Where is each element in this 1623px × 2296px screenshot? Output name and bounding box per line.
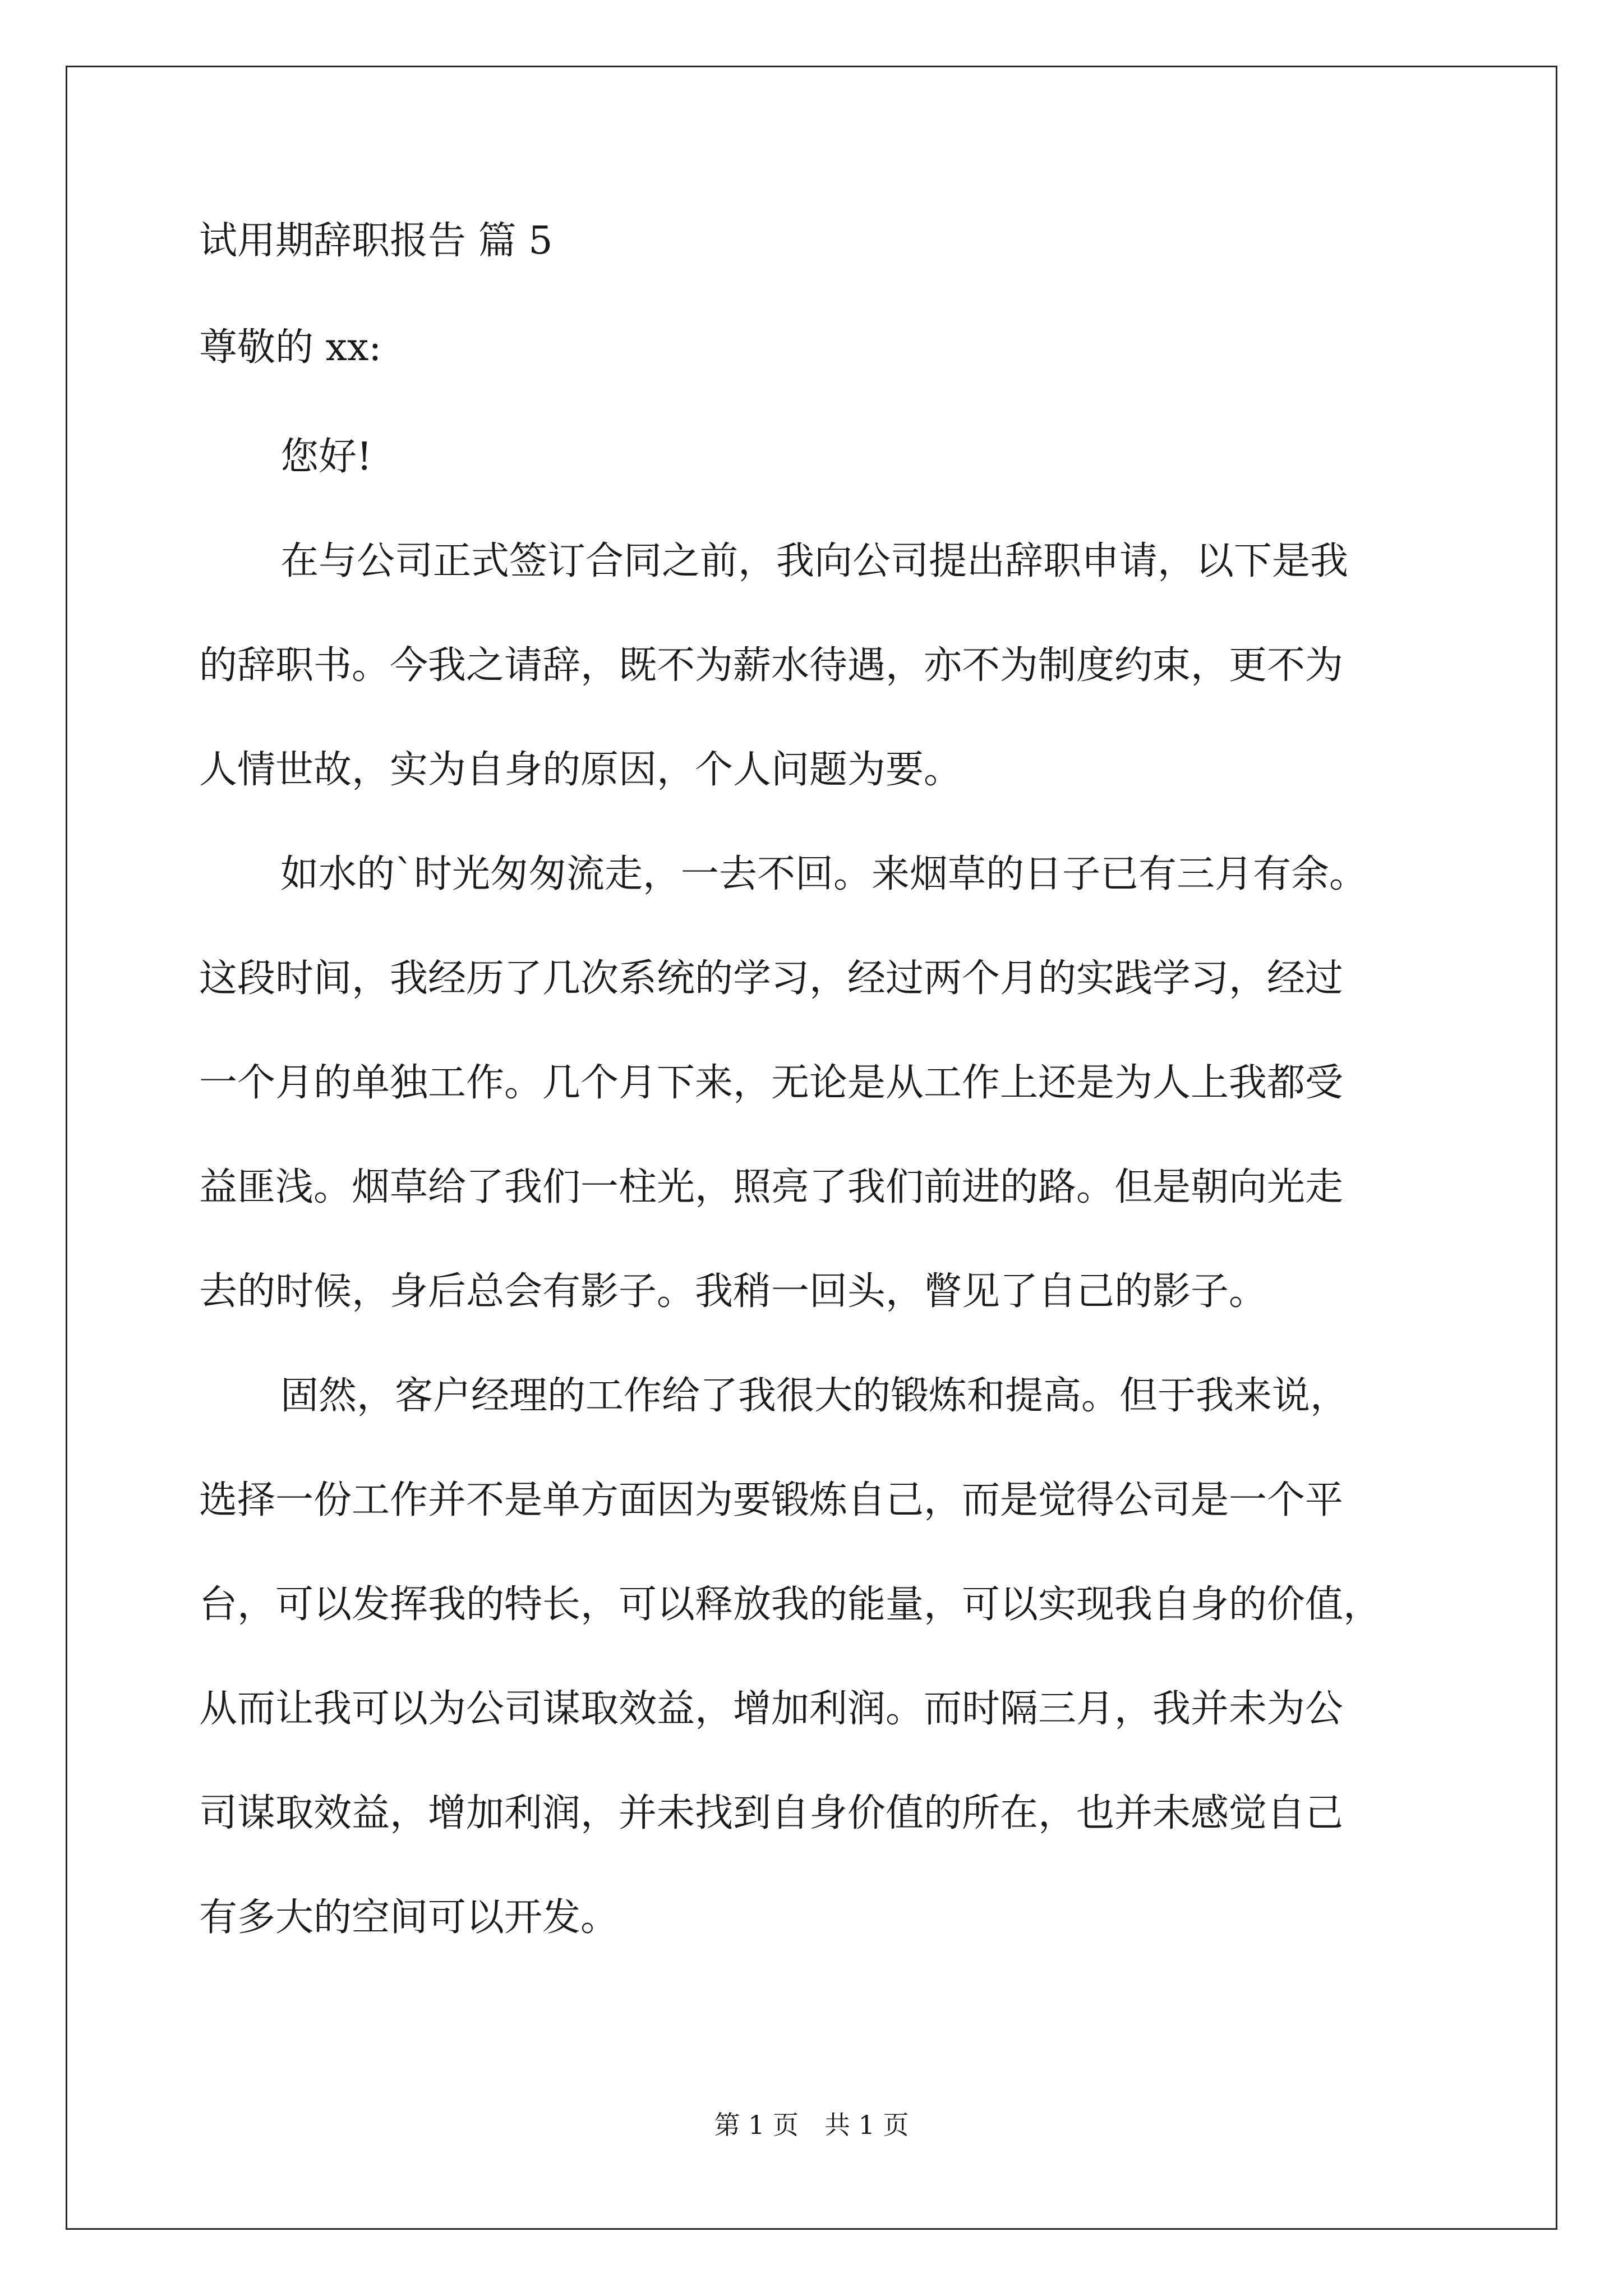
document-title: 试用期辞职报告 篇 5	[199, 219, 553, 263]
paragraph-1	[199, 533, 1427, 798]
salutation: 尊敬的 xx:	[199, 325, 382, 370]
paragraph-line: 从而让我可以为公司谋取效益，增加利润。而时隔三月，我并未为公	[199, 1687, 1344, 1731]
paragraph-line: 去的时候，身后总会有影子。我稍一回头，瞥见了自己的影子。	[199, 1269, 1267, 1314]
paragraph-line: 这段时间，我经历了几次系统的学习，经过两个月的实践学习，经过	[199, 956, 1344, 1001]
paragraph-line: 选择一份工作并不是单方面因为要锻炼自己，而是觉得公司是一个平	[199, 1478, 1344, 1522]
paragraph-line: 益匪浅。烟草给了我们一柱光，照亮了我们前进的路。但是朝向光走	[199, 1165, 1344, 1209]
document-body	[199, 213, 1427, 1946]
paragraph-line: 如水的`时光匆匆流走，一去不回。来烟草的日子已有三月有余。	[280, 852, 1368, 896]
page-footer: 第 1 页 共 1 页	[714, 2110, 909, 2140]
paragraph-3	[199, 1368, 1427, 1946]
paragraph-line: 固然，客户经理的工作给了我很大的锻炼和提高。但于我来说，	[280, 1374, 1349, 1418]
paragraph-line: 一个月的单独工作。几个月下来，无论是从工作上还是为人上我都受	[199, 1061, 1344, 1105]
paragraph-line: 人情世故，实为自身的原因，个人问题为要。	[199, 748, 962, 792]
paragraph-2	[199, 846, 1427, 1320]
paragraph-line: 在与公司正式签订合同之前，我向公司提出辞职申请，以下是我	[280, 539, 1349, 583]
paragraph-line: 有多大的空间可以开发。	[199, 1895, 619, 1940]
paragraph-line: 的辞职书。今我之请辞，既不为薪水待遇，亦不为制度约束，更不为	[199, 643, 1344, 688]
paragraph-line: 台，可以发挥我的特长，可以释放我的能量，可以实现我自身的价值，	[199, 1582, 1382, 1627]
paragraph-line: 司谋取效益，增加利润，并未找到自身价值的所在，也并未感觉自己	[199, 1791, 1344, 1835]
greeting: 您好!	[280, 435, 372, 479]
